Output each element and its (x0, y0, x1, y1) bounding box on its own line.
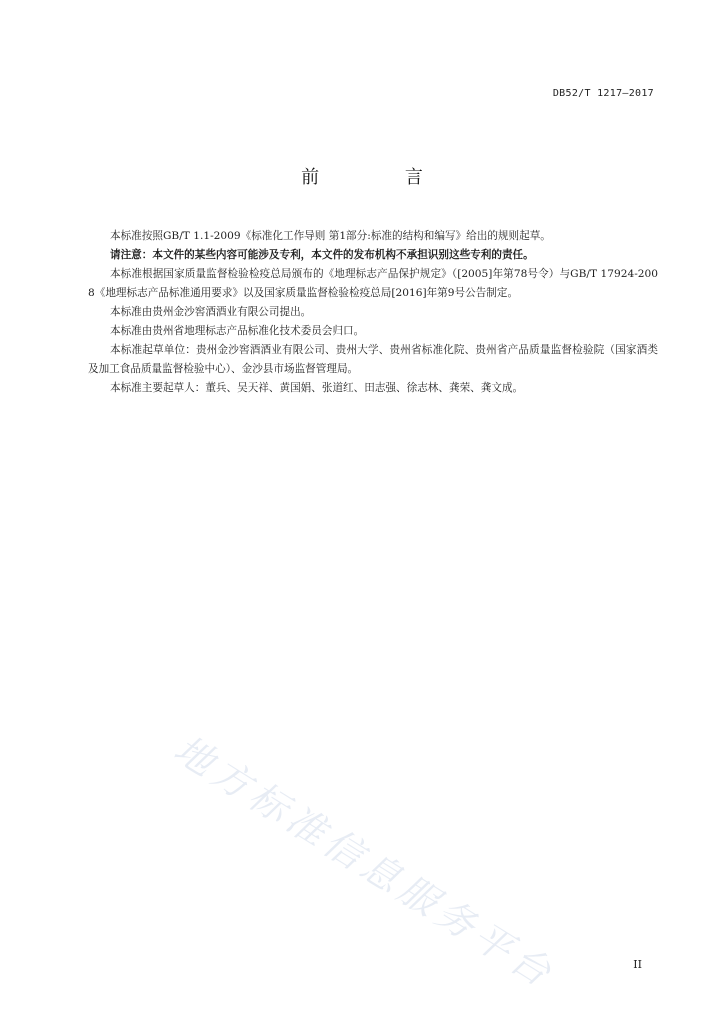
paragraph-basis: 本标准根据国家质量监督检验检疫总局颁布的《地理标志产品保护规定》（[2005]年第78号令）与GB/T 17924-2008《地理标志产品标准通用要求》以及国家质量监督检验检疫总局[2016]年第9号公告制定。 (88, 268, 658, 299)
paragraph-drafters: 本标准主要起草人：董兵、吴天祥、黄国娟、张道红、田志强、徐志林、龚荣、龚文成。 (110, 382, 524, 394)
page-number: II (633, 958, 642, 971)
paragraph-drafting-units: 本标准起草单位：贵州金沙窖酒酒业有限公司、贵州大学、贵州省标准化院、贵州省产品质量监督检验院（国家酒类及加工食品质量监督检验中心）、金沙县市场监督管理局。 (88, 344, 658, 375)
foreword-body (88, 227, 658, 398)
page-title: 前 言 (301, 167, 463, 188)
paragraph-patent-notice: 请注意：本文件的某些内容可能涉及专利，本文件的发布机构不承担识别这些专利的责任。 (110, 249, 534, 261)
paragraph-proposed-by: 本标准由贵州金沙窖酒酒业有限公司提出。 (110, 306, 312, 318)
standard-code: DB52/T 1217—2017 (552, 88, 654, 99)
paragraph-centralized-by: 本标准由贵州省地理标志产品标准化技术委员会归口。 (110, 325, 365, 337)
watermark: 地方标准信息服务平台 (166, 726, 563, 998)
paragraph-drafting-rules: 本标准按照GB/T 1.1-2009《标准化工作导则 第1部分:标准的结构和编写》给出的规则起草。 (110, 230, 551, 242)
